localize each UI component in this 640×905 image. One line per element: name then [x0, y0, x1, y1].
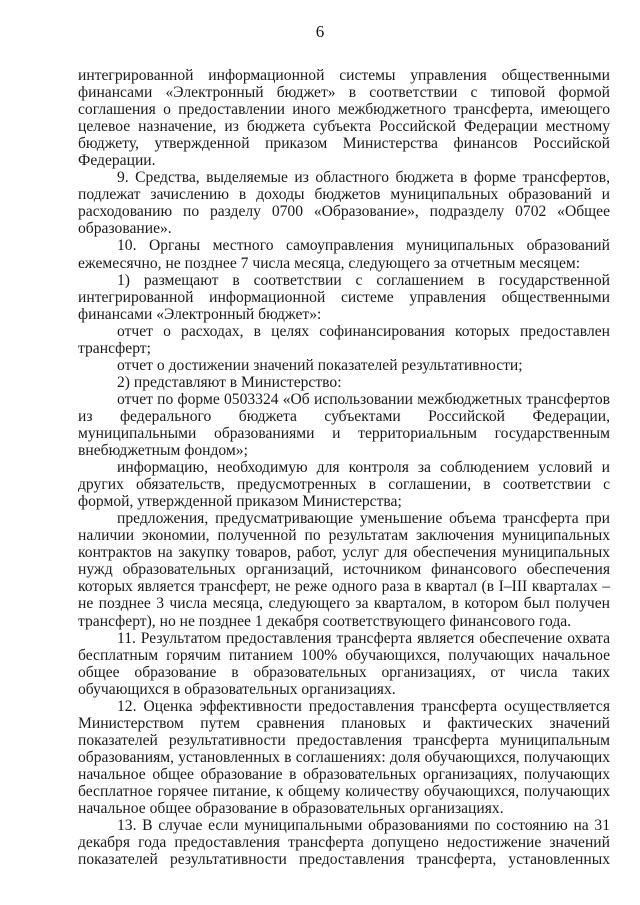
paragraph-subitem-1: 1) размещают в соответствии с соглашением в государственной интегрированной информационной системе управления общественными финансами «Электронный бюджет»:: [78, 271, 610, 323]
paragraph-form-report: отчет по форме 0503324 «Об использовании межбюджетных трансфертов из федерального бюджета субъектами Российской Федерации, муниципальными образованиями и территориальным государственным внебюджетным фондом»;: [78, 390, 610, 460]
page-number: 6: [315, 22, 325, 41]
paragraph-item-12: 12. Оценка эффективности предоставления трансферта осуществляется Министерством путем сравнения плановых и фактических значений показателей результативности предоставления трансферта муниципальным образованиям, установленных в соглашениях: доля обучающихся, получающих начальное общее образование в образовательных организациях, получающих бесплатное горячее питание, к общему количеству обучающихся, получающих начальное общее образование в образовательных организациях.: [78, 697, 610, 818]
paragraph-item-13: 13. В случае если муниципальными образованиями по состоянию на 31 декабря года предоставления трансферта допущено недостижение значений показателей результативности предоставления трансферта, установленных: [78, 817, 610, 869]
paragraph-continuation: интегрированной информационной системы управления общественными финансами «Электронный бюджет» в соответствии с типовой формой соглашения о предоставлении иного межбюджетного трансферта, имеющего целевое назначение, из бюджета субъекта Российской Федерации местному бюджету, утвержденной приказом Министерства финансов Российской Федерации.: [78, 67, 610, 170]
paragraph-performance-report: отчет о достижении значений показателей результативности;: [117, 356, 523, 374]
paragraph-item-11: 11. Результатом предоставления трансферта является обеспечение охвата бесплатным горячим питанием 100% обучающихся, получающих начальное общее образование в образовательных организациях, от числа таких обучающихся в образовательных организациях.: [78, 629, 610, 698]
document-body: [78, 67, 610, 868]
paragraph-item-10: 10. Органы местного самоуправления муниципальных образований ежемесячно, не позднее 7 числа месяца, следующего за отчетным месяцем:: [78, 237, 610, 272]
paragraph-control-info: информацию, необходимую для контроля за соблюдением условий и других обязательств, предусмотренных в соглашении, в соответствии с формой, утвержденной приказом Министерства;: [78, 459, 610, 511]
paragraph-proposals: предложения, предусматривающие уменьшение объема трансферта при наличии экономии, полученной по результатам заключения муниципальных контрактов на закупку товаров, работ, услуг для обеспечения муниципальных нужд образовательных организаций, источником финансового обеспечения которых является трансферт, не реже одного раза в квартал (в I–III кварталах – не позднее 3 числа месяца, следующего за кварталом, в котором был получен трансферт), но не позднее 1 декабря соответствующего финансового года.: [78, 510, 610, 630]
paragraph-item-9: 9. Средства, выделяемые из областного бюджета в форме трансфертов, подлежат зачислению в доходы бюджетов муниципальных образований и расходованию по разделу 0700 «Образование», подразделу 0702 «Общее образование».: [78, 169, 610, 238]
paragraph-expense-report: отчет о расходах, в целях софинансирования которых предоставлен трансферт;: [78, 322, 610, 357]
paragraph-subitem-2: 2) представляют в Министерство:: [117, 373, 342, 391]
